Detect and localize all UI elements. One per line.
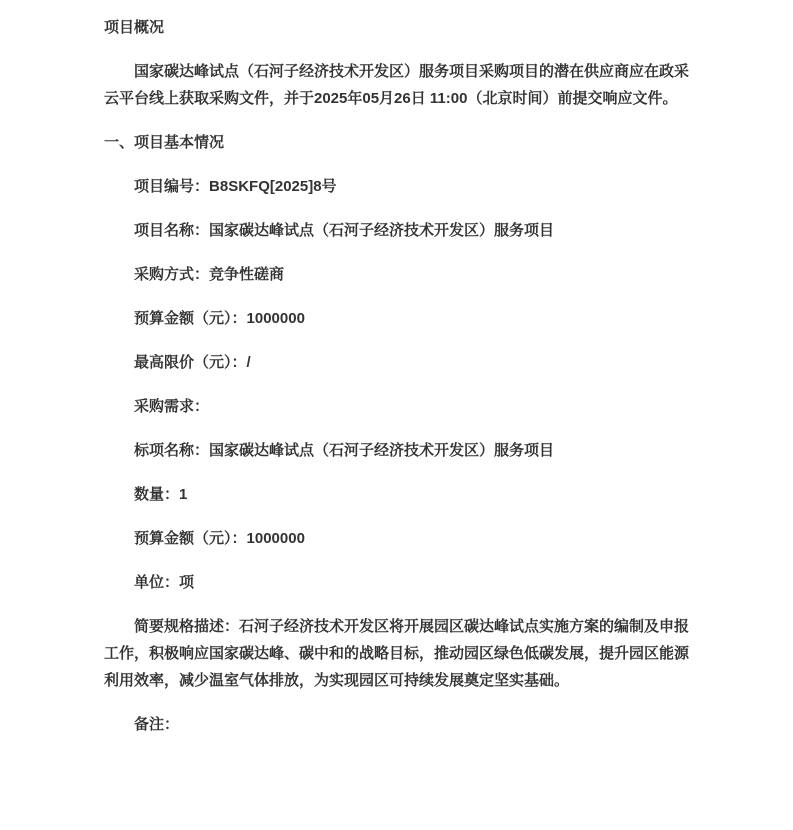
field-project-name	[104, 217, 693, 244]
field-label: 最高限价（元）：	[134, 354, 247, 371]
field-value: B8SKFQ[2025]8号	[209, 178, 337, 195]
field-label: 项目编号：	[134, 178, 210, 195]
field-budget-amount	[104, 305, 693, 332]
field-label: 备注：	[134, 716, 180, 733]
section-heading-basic-info: 一、项目基本情况	[104, 134, 225, 151]
field-label: 采购需求：	[134, 398, 210, 415]
field-item-budget-amount	[104, 525, 693, 552]
field-value: 竞争性磋商	[209, 266, 285, 283]
field-label: 采购方式：	[134, 266, 210, 283]
field-bid-item-name	[104, 437, 693, 464]
field-max-price	[104, 349, 693, 376]
field-value: 国家碳达峰试点（石河子经济技术开发区）服务项目	[209, 442, 555, 459]
field-label: 单位：	[134, 574, 180, 591]
field-brief-specification	[104, 613, 693, 694]
field-project-number	[104, 173, 693, 200]
field-value: 1000000	[246, 310, 305, 327]
field-label: 标项名称：	[134, 442, 210, 459]
field-remarks	[104, 711, 693, 738]
field-value: 1	[179, 486, 188, 503]
field-unit	[104, 569, 693, 596]
field-procurement-requirements	[104, 393, 693, 420]
field-value: 项	[179, 574, 195, 591]
field-label: 简要规格描述：	[134, 618, 240, 635]
field-value: 石河子经济技术开发区将开展园区碳达峰试点实施方案的编制及申报工作，积极响应国家碳达峰、碳中和的战略目标，推动园区绿色低碳发展，提升园区能源利用效率，减少温室气体排放，为实现园区可持续发展奠定坚实基础。	[104, 618, 690, 689]
field-quantity	[104, 481, 693, 508]
field-value: 1000000	[246, 530, 305, 547]
overview-heading: 项目概况	[104, 19, 165, 36]
field-label: 数量：	[134, 486, 180, 503]
field-label: 预算金额（元）：	[134, 530, 247, 547]
field-value: /	[246, 354, 251, 371]
field-label: 项目名称：	[134, 222, 210, 239]
field-label: 预算金额（元）：	[134, 310, 247, 327]
field-value: 国家碳达峰试点（石河子经济技术开发区）服务项目	[209, 222, 555, 239]
field-procurement-method	[104, 261, 693, 288]
intro-paragraph: 国家碳达峰试点（石河子经济技术开发区）服务项目采购项目的潜在供应商应在政采云平台线上获取采购文件，并于2025年05月26日 11:00（北京时间）前提交响应文件。	[104, 63, 690, 107]
